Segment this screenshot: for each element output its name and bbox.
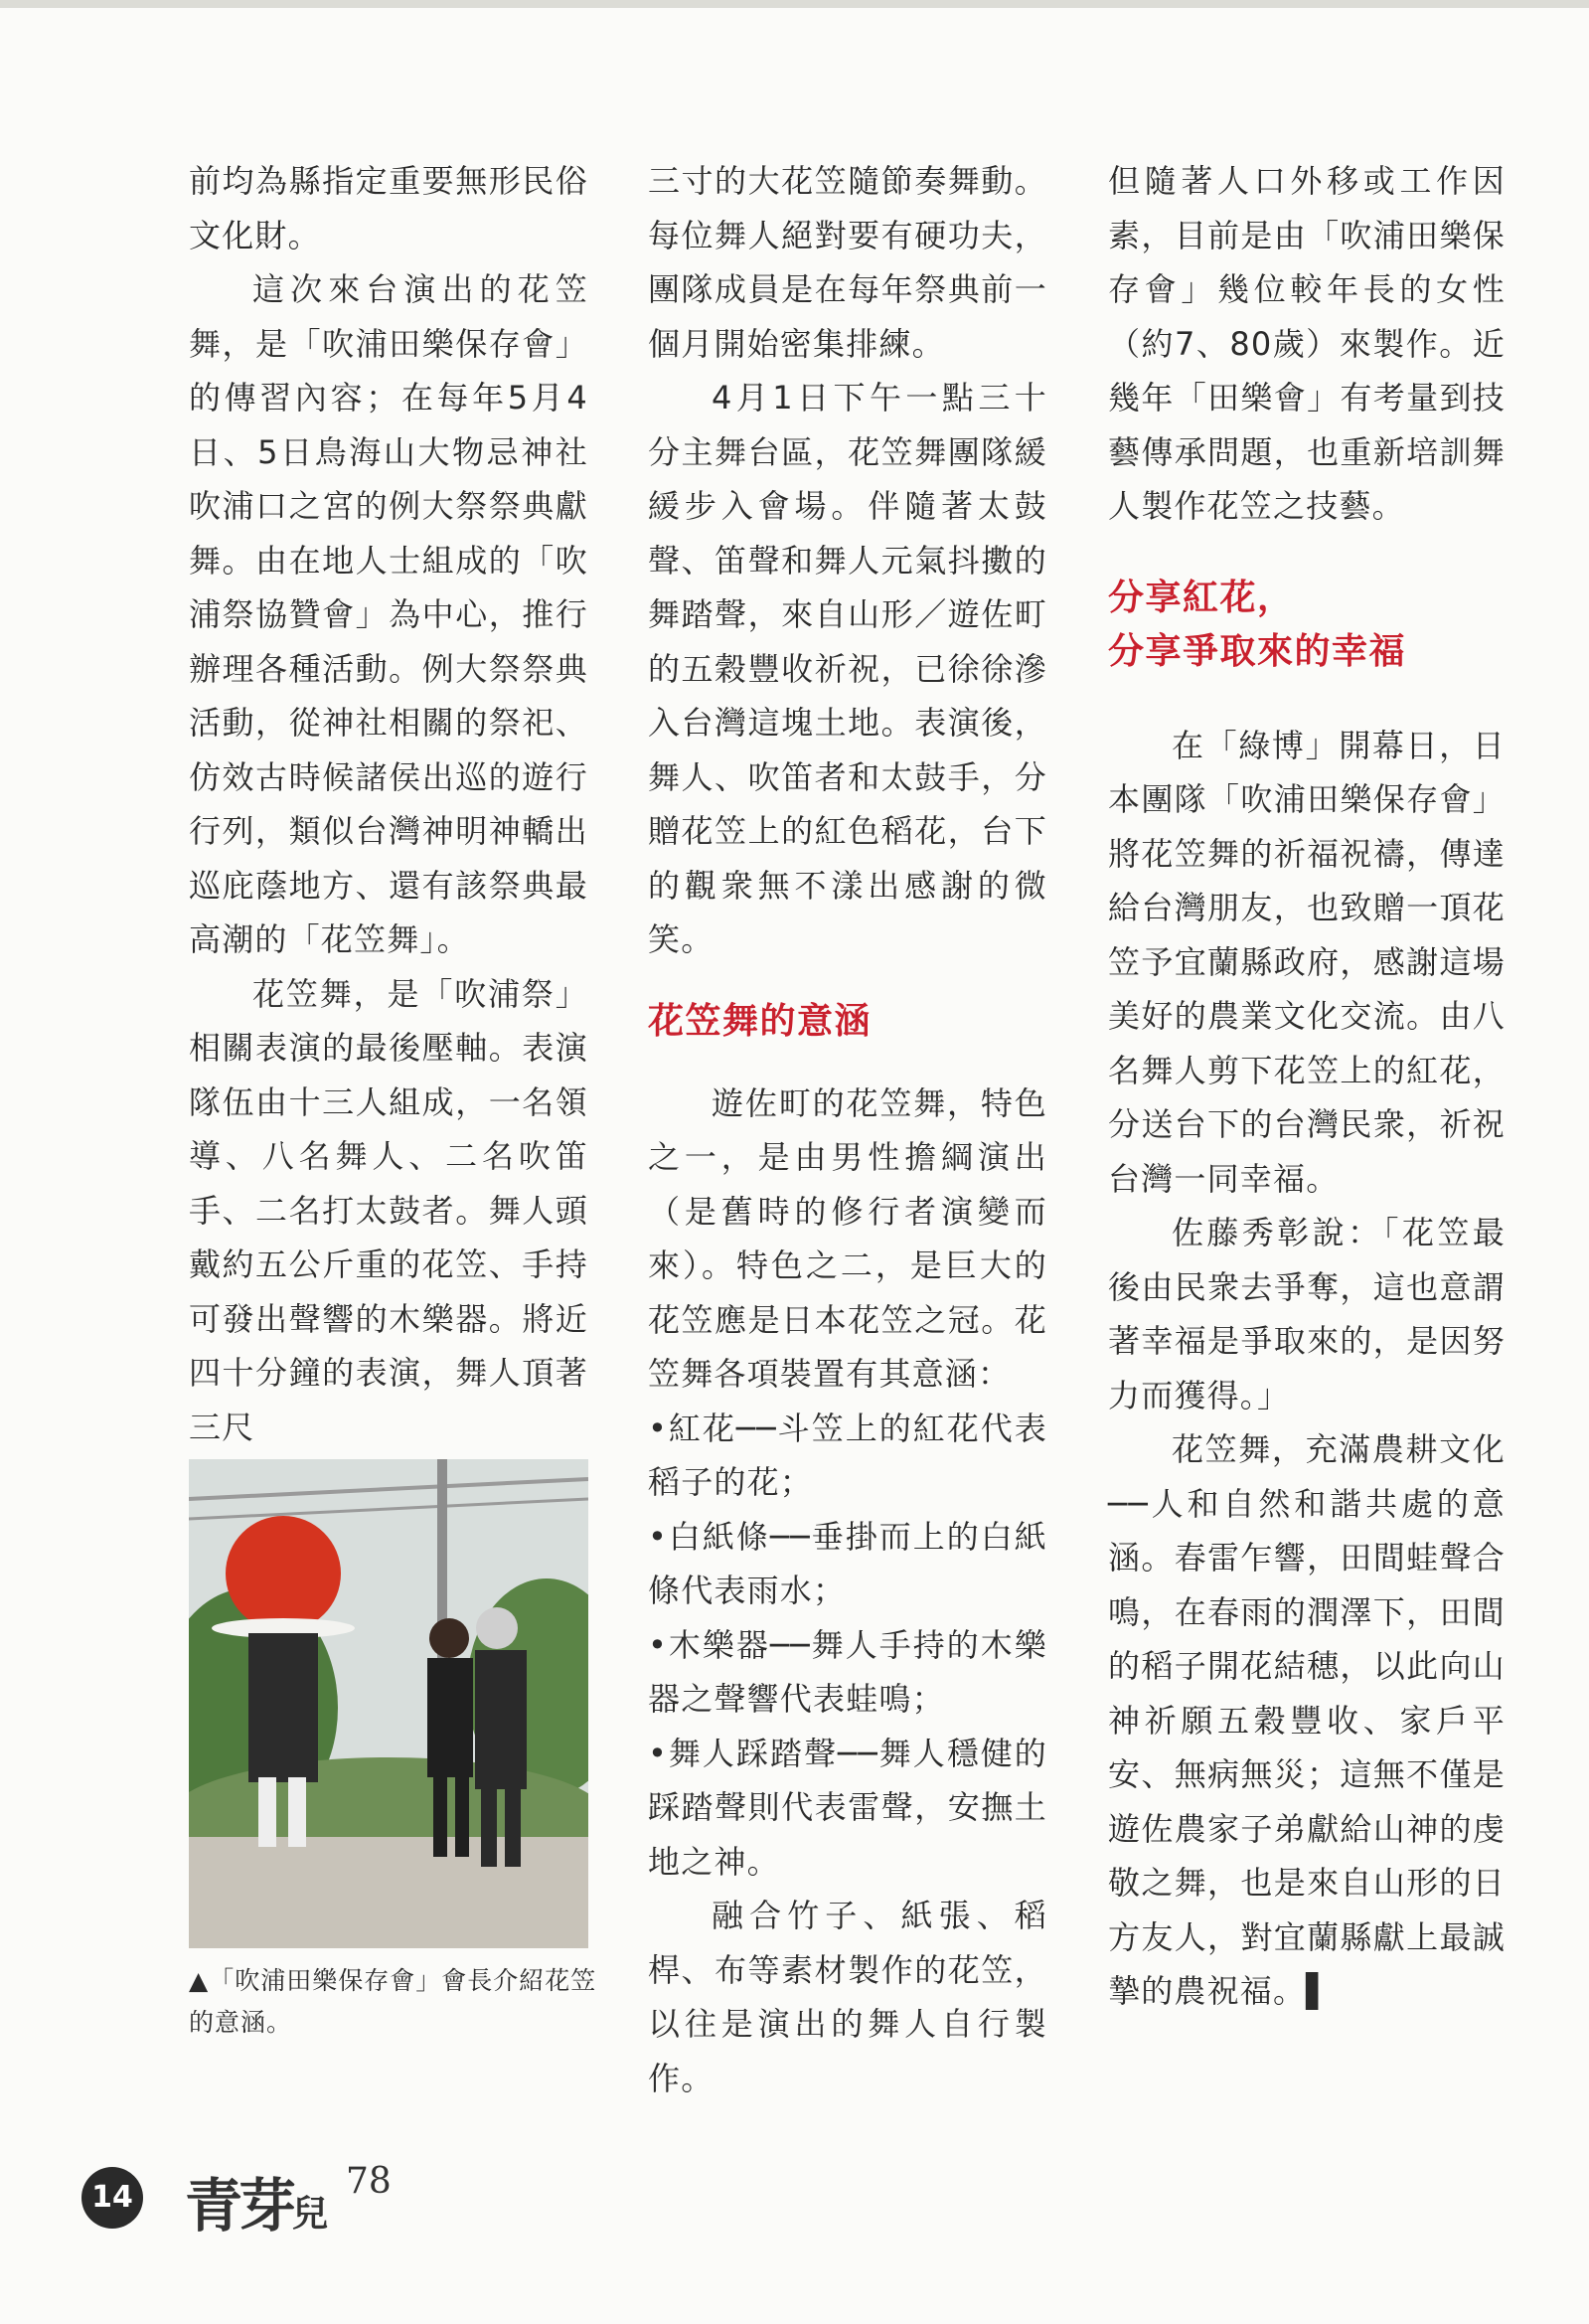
magazine-name: 青芽 bbox=[185, 2172, 293, 2240]
paragraph: 4月1日下午一點三十分主舞台區，花笠舞團隊緩緩步入會場。伴隨著太鼓聲、笛聲和舞人元氣抖擻的舞踏聲，來自山形／遊佐町的五穀豐收祈祝，已徐徐滲入台灣這塊土地。表演後，舞人、吹笛者和太鼓手，分贈花笠上的紅色稻花，台下的觀衆無不漾出感謝的微笑。 bbox=[648, 379, 1047, 958]
paragraph: 花笠舞，是「吹浦祭」相關表演的最後壓軸。表演隊伍由十三人組成，一名領導、八名舞人、二名吹笛手、二名打太鼓者。舞人頭戴約五公斤重的花笠、手持可發出聲響的木樂器。將近四十分鐘的表演，舞人頂著三尺 bbox=[189, 974, 588, 1446]
paragraph: 這次來台演出的花笠舞，是「吹浦田樂保存會」的傳習內容；在每年5月4日、5日鳥海山大物忌神社吹浦口之宮的例大祭祭典獻舞。由在地人士組成的「吹浦祭協贊會」為中心，推行辦理各種活動。例大祭祭典活動，從神社相關的祭祀、仿效古時候諸侯出巡的遊行行列，類似台灣神明神轎出巡庇蔭地方、還有該祭典最高潮的「花笠舞」。 bbox=[189, 270, 588, 958]
event-photo-illustration bbox=[189, 1459, 588, 1948]
bullet-item: •舞人踩踏聲──舞人穩健的踩踏聲則代表雷聲，安撫土地之神。 bbox=[648, 1734, 1047, 1881]
bullet-item: •白紙條──垂掛而上的白紙條代表雨水； bbox=[648, 1517, 1047, 1609]
magazine-logo bbox=[185, 2159, 328, 2242]
issue-number: 78 bbox=[346, 2161, 392, 2202]
paragraph: 佐藤秀彰說：「花笠最後由民衆去爭奪，這也意謂著幸福是爭取來的，是因努力而獲得。」 bbox=[1108, 1214, 1506, 1414]
section-heading: 花笠舞的意涵 bbox=[648, 1000, 873, 1042]
bullet-item: •木樂器──舞人手持的木樂器之聲響代表蛙鳴； bbox=[648, 1625, 1047, 1718]
magazine-suffix: 兒 bbox=[292, 2193, 329, 2235]
column-2 bbox=[648, 154, 1047, 2105]
paragraph: 花笠舞，充滿農耕文化──人和自然和諧共處的意涵。春雷乍響，田間蛙聲合鳴，在春雨的潤澤下，田間的稻子開花結穗，以此向山神祈願五穀豐收、家戶平安、無病無災；這無不僅是遊佐農家子弟獻給山神的虔敬之舞，也是來自山形的日方友人，對宜蘭縣獻上最誠摯的農祝福。▌ bbox=[1108, 1430, 1506, 2010]
paragraph: 融合竹子、紙張、稻桿、布等素材製作的花笠，以往是演出的舞人自行製作。 bbox=[648, 1897, 1047, 2097]
paragraph: 遊佐町的花笠舞，特色之一，是由男性擔綱演出（是舊時的修行者演變而來）。特色之二，是巨大的花笠應是日本花笠之冠。花笠舞各項裝置有其意涵： bbox=[648, 1083, 1047, 1393]
paragraph: 在「綠博」開幕日，日本團隊「吹浦田樂保存會」將花笠舞的祈福祝禱，傳達給台灣朋友，也致贈一頂花笠予宜蘭縣政府，感謝這場美好的農業文化交流。由八名舞人剪下花笠上的紅花，分送台下的台灣民衆，祈祝台灣一同幸福。 bbox=[1108, 726, 1506, 1198]
paragraph: 前均為縣指定重要無形民俗文化財。 bbox=[189, 162, 588, 254]
page-number: 14 bbox=[81, 2167, 143, 2229]
section-heading: 分享爭取來的幸福 bbox=[1108, 630, 1407, 672]
column-3 bbox=[1108, 154, 1506, 2019]
top-edge bbox=[0, 0, 1589, 8]
event-photo bbox=[189, 1459, 588, 1948]
section-heading: 分享紅花， bbox=[1108, 577, 1295, 618]
paragraph: 但隨著人口外移或工作因素，目前是由「吹浦田樂保存會」幾位較年長的女性（約7、80歲）來製作。近幾年「田樂會」有考量到技藝傳承問題，也重新培訓舞人製作花笠之技藝。 bbox=[1108, 162, 1506, 525]
bullet-item: •紅花──斗笠上的紅花代表稻子的花； bbox=[648, 1409, 1047, 1501]
paragraph: 三寸的大花笠隨節奏舞動。每位舞人絕對要有硬功夫，團隊成員是在每年祭典前一個月開始密集排練。 bbox=[648, 162, 1047, 363]
photo-caption: ▲「吹浦田樂保存會」會長介紹花笠的意涵。 bbox=[189, 1966, 597, 2037]
column-1 bbox=[189, 154, 588, 1454]
